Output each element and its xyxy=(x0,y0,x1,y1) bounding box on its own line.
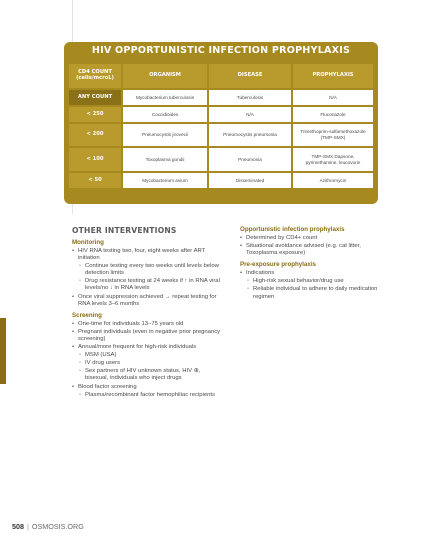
list-item: • Situational avoidance advised (e.g. cat litter, Toxoplasma exposure) xyxy=(240,243,390,257)
list-item: • Blood factor screening xyxy=(72,384,224,391)
opportunistic-list xyxy=(240,235,390,257)
table-row xyxy=(69,90,373,105)
header-cd4: CD4 COUNT (cells/mcroL) xyxy=(69,64,121,88)
cell-cd4: < 200 xyxy=(69,124,121,146)
cell-cd4: ANY COUNT xyxy=(69,90,121,105)
section-heading: OTHER INTERVENTIONS xyxy=(72,226,177,235)
subheading-monitoring: Monitoring xyxy=(72,239,104,246)
list-item: • Determined by CD4+ count xyxy=(240,235,390,242)
header-organism: ORGANISM xyxy=(123,64,207,88)
cell-disease: Disseminated xyxy=(209,173,291,188)
header-prophylaxis: PROPHYLAXIS xyxy=(293,64,373,88)
cell-organism: Pneumocystis jirovecii xyxy=(123,124,207,146)
list-subitem: ◦ MSM (USA) xyxy=(72,352,224,359)
cell-cd4: < 50 xyxy=(69,173,121,188)
table-row xyxy=(69,124,373,146)
list-subitem: ◦ High-risk sexual behavior/drug use xyxy=(240,278,390,285)
list-subitem: ◦ Plasma/recombinant factor hemophiliac recipients xyxy=(72,392,224,399)
page-number: 508 xyxy=(12,522,24,531)
header-disease: DISEASE xyxy=(209,64,291,88)
list-subitem: ◦ Reliable individual to adhere to daily medication regimen xyxy=(240,286,390,300)
cell-organism: Coccidioides xyxy=(123,107,207,122)
list-item: • One-time for individuals 13–75 years old xyxy=(72,321,224,328)
list-subitem: ◦ Continue testing every two weeks until levels below detection limits xyxy=(72,263,224,277)
prophylaxis-table-panel xyxy=(64,42,378,204)
table-title: HIV OPPORTUNISTIC INFECTION PROPHYLAXIS xyxy=(91,45,351,56)
list-item: • Indications xyxy=(240,270,390,277)
cell-organism: Mycobacterium tuberculosis xyxy=(123,90,207,105)
prep-list xyxy=(240,270,390,300)
list-subitem: ◦ IV drug users xyxy=(72,360,224,367)
list-subitem: ◦ Drug resistance testing at 24 weeks if ↑ in RNA viral levels/no ↓ in RNA levels xyxy=(72,278,224,292)
subheading-screening: Screening xyxy=(72,311,102,319)
list-subitem: ◦ Sex partners of HIV unknown status, HIV ⊕, bisexual, individuals who inject drugs xyxy=(72,368,224,382)
prophylaxis-table xyxy=(69,64,373,190)
cell-organism: Mycobacterium avium xyxy=(123,173,207,188)
page-footer xyxy=(12,522,84,531)
cell-prophylaxis: Fluconazole xyxy=(293,107,373,122)
cell-prophylaxis: N/A xyxy=(293,90,373,105)
table-row xyxy=(69,148,373,171)
list-item: • Pregnant individuals (even in negative prior pregnancy screening) xyxy=(72,329,224,343)
cell-cd4: < 250 xyxy=(69,107,121,122)
right-column xyxy=(240,226,390,302)
monitoring-list xyxy=(72,248,224,308)
subheading-preexposure-prophylaxis: Pre-exposure prophylaxis xyxy=(240,261,316,269)
cell-prophylaxis: TMP-SMX Dapsone, pyrimethamine, leucovorin xyxy=(293,148,373,171)
chapter-marker-bar xyxy=(0,318,6,384)
footer-separator: | xyxy=(27,522,29,531)
subheading-opportunistic-prophylaxis: Opportunistic infection prophylaxis xyxy=(240,226,345,233)
cell-disease: N/A xyxy=(209,107,291,122)
cell-prophylaxis: Trimethoprim-sulfamethoxazole (TMP-SMX) xyxy=(293,124,373,146)
list-item: • Annual/more frequent for high-risk individuals xyxy=(72,344,224,351)
cell-disease: Pneumonia xyxy=(209,148,291,171)
cell-organism: Toxoplasma gondii xyxy=(123,148,207,171)
cell-prophylaxis: Azithromycin xyxy=(293,173,373,188)
left-column xyxy=(72,226,224,400)
list-item: • Once viral suppression achieved → repeat testing for RNA levels 3–6 months xyxy=(72,294,224,308)
table-header-row xyxy=(69,64,373,88)
cell-disease: Tuberculosis xyxy=(209,90,291,105)
list-item: • HIV RNA testing two, four, eight weeks after ART initiation xyxy=(72,248,224,262)
cell-cd4: < 100 xyxy=(69,148,121,171)
cell-disease: Pneumocystis pneumonia xyxy=(209,124,291,146)
screening-list xyxy=(72,321,224,399)
footer-brand: OSMOSIS.ORG xyxy=(31,522,84,531)
table-row xyxy=(69,173,373,188)
table-row xyxy=(69,107,373,122)
